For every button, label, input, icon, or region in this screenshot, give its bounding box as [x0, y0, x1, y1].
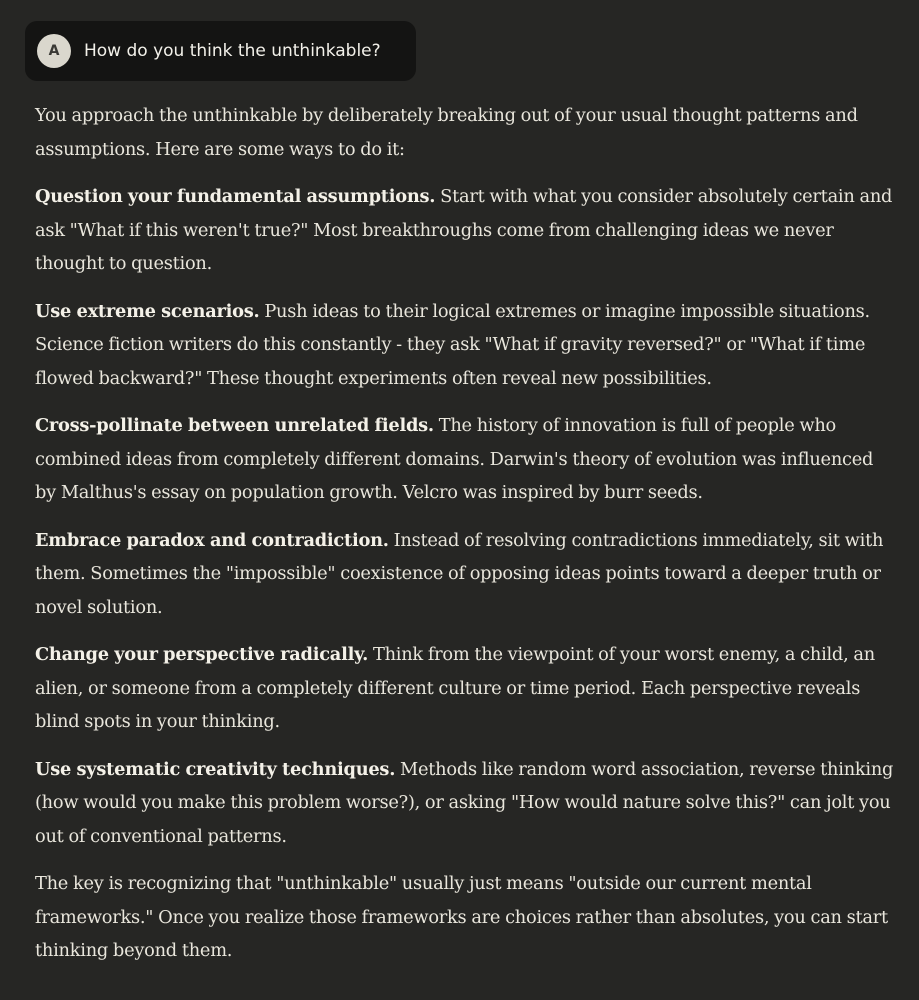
- response-paragraph: [35, 409, 897, 510]
- paragraph-body: Start with what you consider absolutely certain and ask "What if this weren't true?" Most breakthroughs come from challenging ideas we never thought to question.: [35, 186, 893, 274]
- user-avatar: A: [37, 34, 71, 68]
- paragraph-heading: Embrace paradox and contradiction.: [35, 529, 389, 551]
- paragraph-heading: Change your perspective radically.: [35, 644, 369, 665]
- paragraph-body: The history of innovation is full of people who combined ideas from completely different domains. Darwin's theory of evolution was influenced by Malthus's essay on population growth. Velcro was inspired by burr seeds.: [35, 415, 874, 503]
- paragraph-body: Methods like random word association, reverse thinking (how would you make this problem worse?), or asking "How would nature solve this?" can jolt you out of conventional patterns.: [35, 758, 894, 847]
- paragraph-body: Push ideas to their logical extremes or imagine impossible situations. Science fiction writers do this constantly - they ask "What if gravity reversed?" or "What if time flowed backward?" These thought experiments often reveal new possibilities.: [35, 300, 870, 389]
- paragraph-heading: Question your fundamental assumptions.: [35, 186, 436, 207]
- assistant-response: [35, 99, 897, 982]
- user-message-text: How do you think the unthinkable?: [84, 41, 381, 61]
- paragraph-body: Think from the viewpoint of your worst enemy, a child, an alien, or someone from a completely different culture or time period. Each perspective reveals blind spots in your thinking.: [35, 644, 875, 732]
- response-paragraph: [35, 753, 897, 854]
- paragraph-heading: Use extreme scenarios.: [35, 300, 260, 322]
- paragraph-heading: Use systematic creativity techniques.: [35, 758, 396, 780]
- response-paragraph: [35, 295, 897, 396]
- response-intro: You approach the unthinkable by deliberately breaking out of your usual thought patterns and assumptions. Here are some ways to do it:: [35, 105, 858, 160]
- paragraph-body: Instead of resolving contradictions immediately, sit with them. Sometimes the "impossible" coexistence of opposing ideas points toward a deeper truth or novel solution.: [35, 529, 884, 618]
- response-paragraph: [35, 638, 897, 739]
- paragraph-heading: Cross-pollinate between unrelated fields.: [35, 415, 434, 436]
- response-paragraph: [35, 524, 897, 625]
- user-message-bubble: [25, 21, 416, 81]
- response-paragraph: [35, 180, 897, 281]
- response-conclusion: The key is recognizing that "unthinkable" usually just means "outside our current mental frameworks." Once you realize those frameworks are choices rather than absolutes, you can start thinking beyond them.: [35, 873, 888, 961]
